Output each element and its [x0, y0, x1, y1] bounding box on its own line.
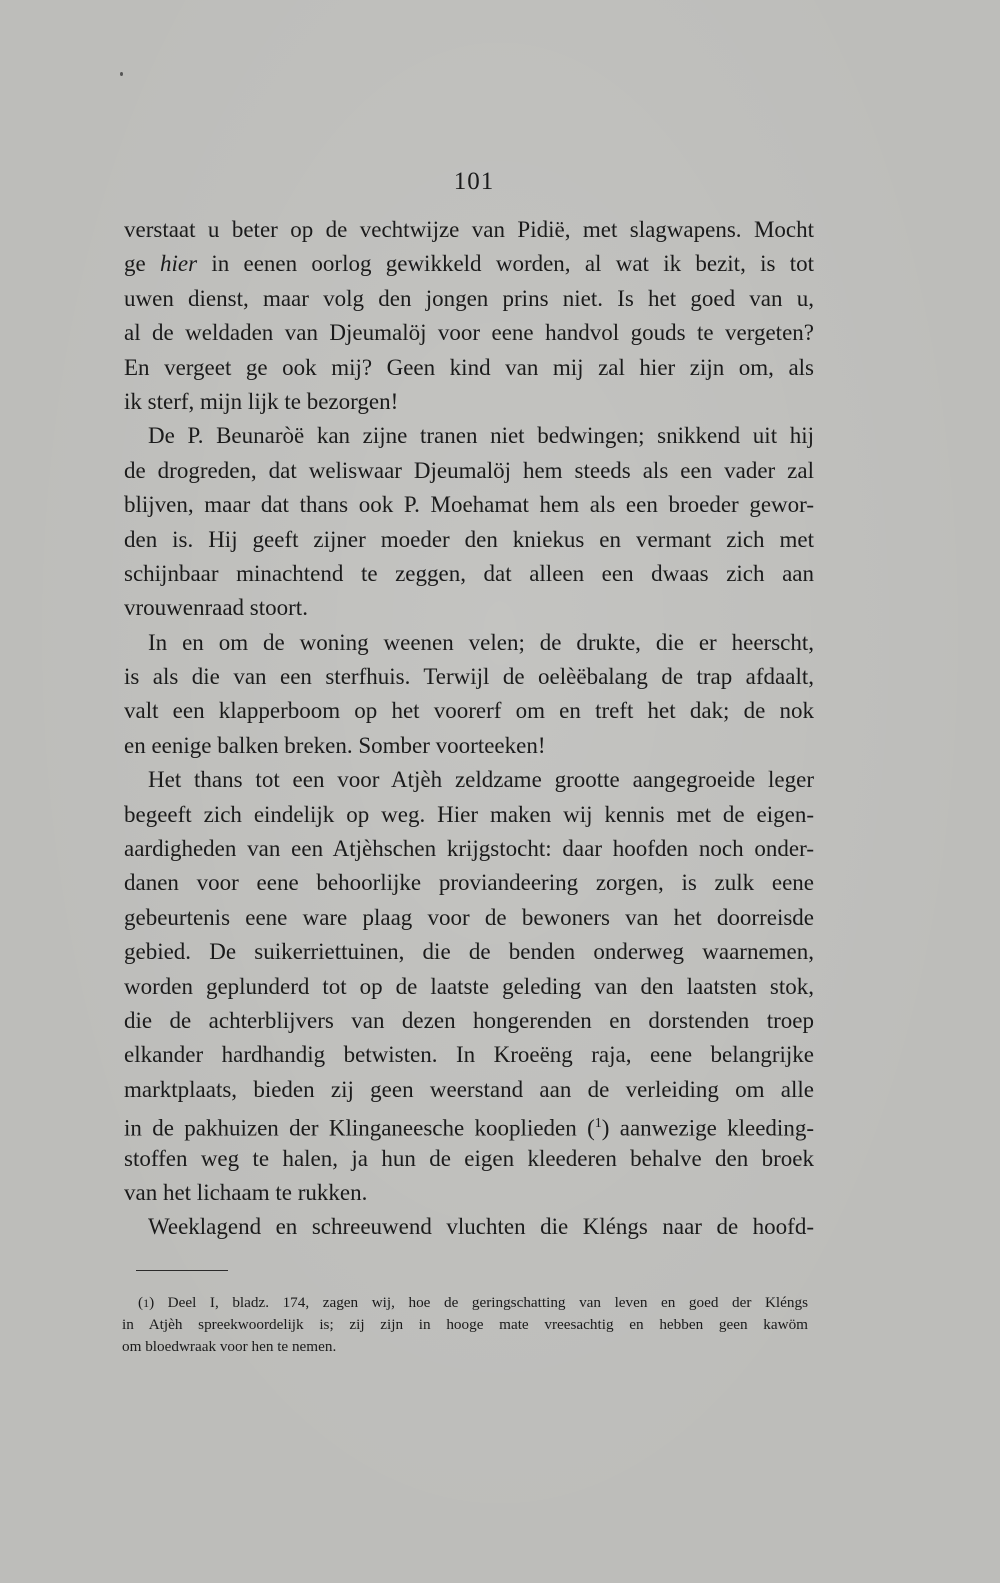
ink-speck	[120, 72, 123, 76]
body-line: verstaat u beter op de vechtwijze van Pidië, met slagwapens. Mocht	[124, 217, 814, 242]
body-line: danen voor eene behoorlijke proviandeering zorgen, is zulk eene	[124, 870, 814, 896]
body-line: ge hier in eenen oorlog gewikkeld worden, al wat ik bezit, is tot	[124, 251, 814, 277]
body-line: worden geplunderd tot op de laatste geleding van den laatsten stok,	[124, 973, 814, 999]
footnote-separator	[136, 1270, 228, 1271]
footnote-mark: 1	[143, 1296, 150, 1310]
footnote-line: in Atjèh spreekwoordelijk is; zij zijn in hooge mate vreesachtig en hebben geen kawöm	[122, 1316, 808, 1333]
body-line: in de pakhuizen der Klinganeesche kooplieden ($^1$) aanwezige kleeding-	[124, 1115, 814, 1141]
body-line: begeeft zich eindelijk op weg. Hier maken wij kennis met de eigen-	[124, 801, 814, 827]
body-line: blijven, maar dat thans ook P. Moehamat hem als een broeder gewor-	[124, 492, 814, 518]
footnote-block	[122, 1292, 808, 1358]
body-line: Weeklagend en schreeuwend vluchten die Kléngs naar de hoofd-	[148, 1214, 814, 1240]
body-line: uwen dienst, maar volg den jongen prins niet. Is het goed van u,	[124, 285, 814, 311]
body-line: en eenige balken breken. Somber voorteeken!	[124, 732, 546, 758]
page-number: 101	[453, 168, 495, 195]
emphasis: hier	[160, 251, 198, 277]
body-line: marktplaats, bieden zij geen weerstand aan de verleiding om alle	[124, 1076, 814, 1102]
body-line: Het thans tot een voor Atjèh zeldzame grootte aangegroeide leger	[148, 767, 814, 793]
footnote-line: om bloedwraak voor hen te nemen.	[122, 1338, 337, 1355]
body-line: vrouwenraad stoort.	[124, 595, 308, 621]
body-line: gebied. De suikerriettuinen, die de benden onderweg waarnemen,	[124, 939, 814, 965]
body-line: In en om de woning weenen velen; de drukte, die er heerscht,	[148, 629, 814, 655]
body-line: den is. Hij geeft zijner moeder den kniekus en vermant zich met	[124, 526, 814, 552]
body-line: De P. Beunaròë kan zijne tranen niet bedwingen; snikkend uit hij	[148, 423, 814, 449]
body-line: ik sterf, mijn lijk te bezorgen!	[124, 388, 399, 414]
body-line: elkander hardhandig betwisten. In Kroeëng raja, eene belangrijke	[124, 1042, 814, 1068]
body-line: En vergeet ge ook mij? Geen kind van mij zal hier zijn om, als	[124, 354, 814, 380]
body-text	[124, 213, 814, 1245]
footnote-reference: 1	[594, 1116, 602, 1132]
body-line: al de weldaden van Djeumalöj voor eene handvol gouds te vergeten?	[124, 320, 814, 346]
body-line: schijnbaar minachtend te zeggen, dat alleen een dwaas zich aan	[124, 560, 814, 586]
body-line: die de achterblijvers van dezen hongerenden en dorstenden troep	[124, 1007, 814, 1033]
body-line: stoffen weg te halen, ja hun de eigen kleederen behalve den broek	[124, 1145, 814, 1171]
body-line: is als die van een sterfhuis. Terwijl de oelèëbalang de trap afdaalt,	[124, 664, 814, 690]
body-line: valt een klapperboom op het voorerf om en treft het dak; de nok	[124, 698, 814, 724]
body-line: aardigheden van een Atjèhschen krijgstocht: daar hoofden noch onder-	[124, 836, 814, 862]
footnote-line: ($^1$) Deel I, bladz. 174, zagen wij, hoe de geringschatting van leven en goed der Kléngs	[138, 1294, 808, 1311]
body-line: gebeurtenis eene ware plaag voor de bewoners van het doorreisde	[124, 904, 814, 930]
body-line: de drogreden, dat weliswaar Djeumalöj hem steeds als een vader zal	[124, 457, 814, 483]
body-line: van het lichaam te rukken.	[124, 1179, 368, 1205]
